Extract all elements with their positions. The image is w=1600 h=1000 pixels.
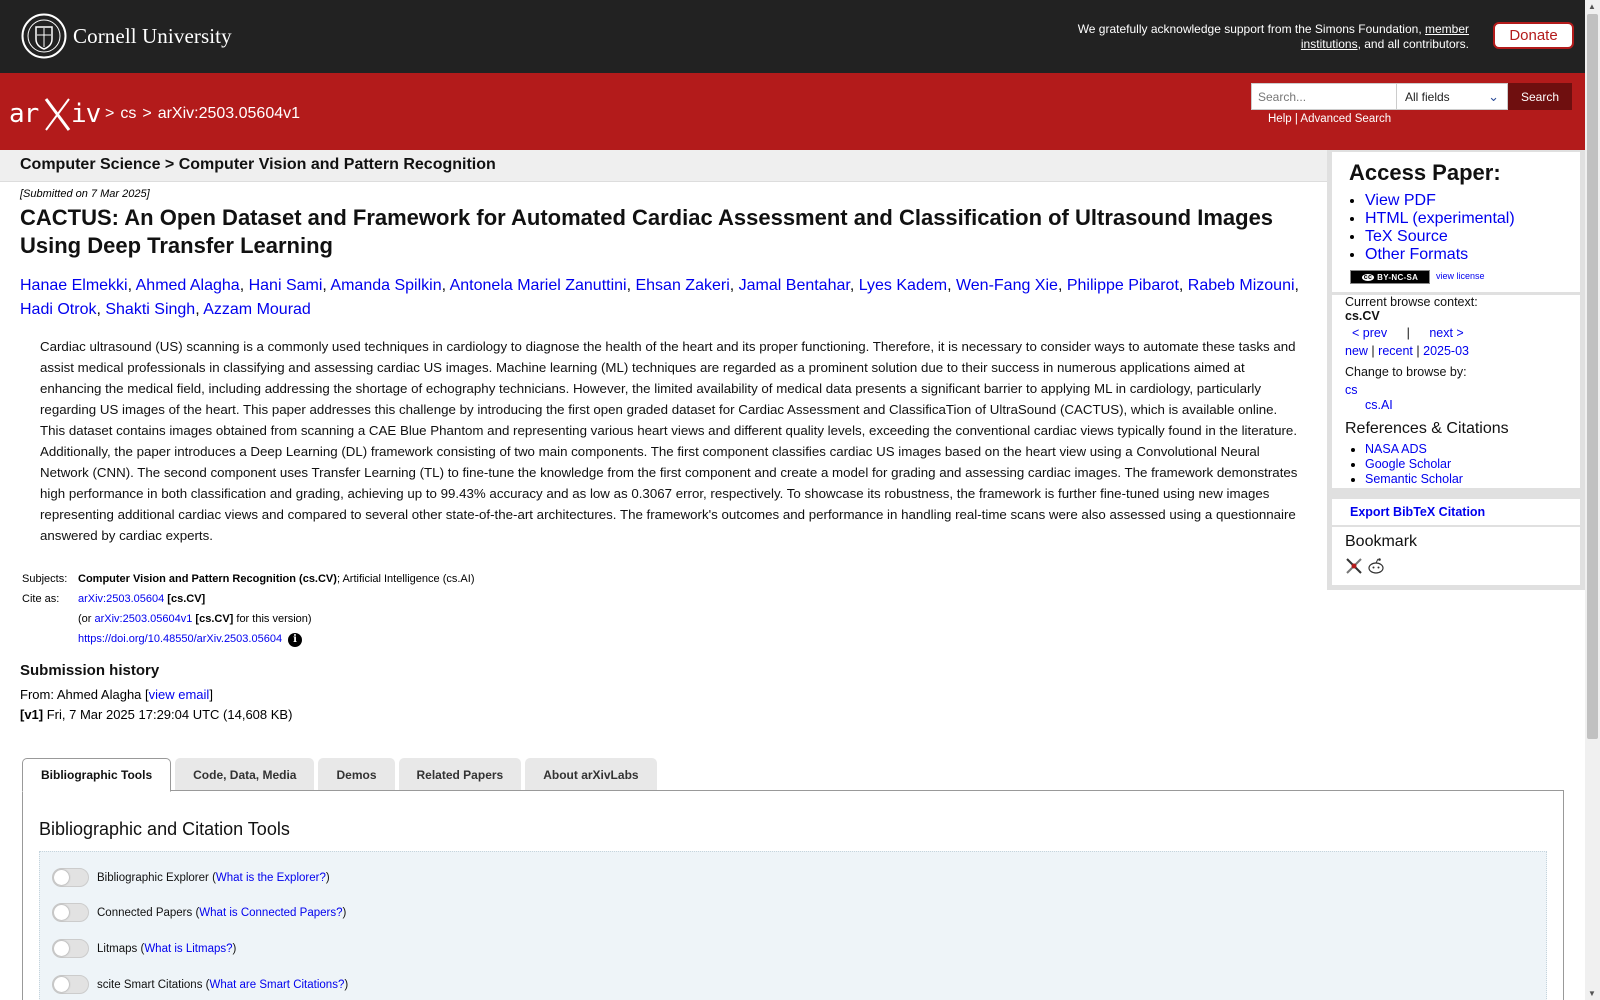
support-prefix: We gratefully acknowledge support from the Simons Foundation, — [1077, 22, 1425, 36]
abstract: Cardiac ultrasound (US) scanning is a commonly used techniques in cardiology to diagnose the health of the heart and its proper functioning. Therefore, it is necessary to consider ways to automate these tasks and assist medical professionals in classifying and assessing cardiac US images. Machine learning (ML) techniques are regarded as a prominent solution due to their success in numerous applications aimed at enhancing the medical field, including addressing the shortage of echography technicians. However, the limited availability of medical data presents a significant barrier to applying ML in cardiology, particularly regarding US images of the heart. This paper addresses this challenge by introducing the first open graded dataset for Cardiac Assessment and ClassificaTion of UltraSound (CACTUS), which is available online. This dataset contains images obtained from scanning a CAE Blue Phantom and representing various heart views and different quality levels, exceeding the conventional cardiac views typically found in the literature. Additionally, the paper introduces a Deep Learning (DL) framework consisting of two main components. The first component classifies cardiac US images based on the heart view using a Convolutional Neural Network (CNN). The second component uses Transfer Learning (TL) to fine-tune the knowledge from the first component and create a model for grading and assessing cardiac images. The framework demonstrates high performance in both classification and grading, achieving up to 99.43% accuracy and as low as 0.3067 error, respectively. To showcase its robustness, the framework is further fine-tuned using new images representing additional cardiac views and compared to several other state-of-the-art architectures. The framework's outcomes and performance in handling real-time scans were also assessed using a questionnaire answered by cardiac experts. — [40, 339, 1298, 543]
tab-about-arxivlabs[interactable]: About arXivLabs — [525, 758, 656, 791]
search-input[interactable] — [1251, 83, 1396, 110]
author-link[interactable]: Lyes Kadem — [858, 277, 948, 294]
panel-title: Bibliographic and Citation Tools — [39, 819, 290, 839]
author-separator: , — [849, 277, 859, 294]
author-link[interactable]: Jamal Bentahar — [738, 277, 850, 294]
references-links — [1365, 442, 1463, 487]
author-separator: , — [626, 277, 636, 294]
toggle-switch[interactable] — [52, 939, 89, 958]
author-separator: , — [441, 277, 450, 294]
cite-label: Cite as: — [22, 593, 60, 605]
tools-box — [39, 851, 1547, 1000]
html-link[interactable]: HTML (experimental) — [1365, 210, 1515, 227]
member-institutions-link[interactable]: member institutions — [1300, 22, 1469, 51]
google-scholar-link[interactable]: Google Scholar — [1365, 457, 1452, 471]
view-email-link[interactable]: view email — [148, 687, 210, 702]
author-separator: , — [1178, 277, 1188, 294]
cite-or: (or — [78, 613, 95, 625]
breadcrumb — [105, 105, 300, 123]
cite-version-suffix: for this version) — [233, 613, 312, 625]
author-separator: , — [195, 301, 204, 318]
bibsonomy-icon[interactable] — [1345, 557, 1363, 575]
submission-from — [20, 687, 213, 702]
context-value: cs.CV — [1345, 309, 1380, 323]
tool-name: Litmaps — [97, 942, 138, 955]
references-title: References & Citations — [1345, 420, 1509, 437]
prev-next-nav — [1352, 326, 1464, 340]
browse-cs-link[interactable] — [1345, 383, 1358, 397]
toggle-switch[interactable] — [52, 868, 89, 887]
right-sidebar — [1327, 150, 1585, 590]
search-form — [1251, 83, 1572, 110]
prev-link[interactable]: < prev — [1352, 326, 1388, 340]
context-label: Current browse context: — [1345, 295, 1478, 309]
tool-name: Bibliographic Explorer — [97, 871, 209, 884]
advanced-search-link[interactable]: Advanced Search — [1300, 113, 1392, 125]
nasa-ads-link[interactable]: NASA ADS — [1365, 442, 1427, 456]
author-separator: , — [947, 277, 956, 294]
new-link[interactable]: new — [1345, 344, 1368, 358]
scroll-down-icon[interactable]: ▼ — [1588, 989, 1596, 998]
breadcrumb-sep: > — [105, 105, 115, 122]
svg-text:iv: iv — [71, 99, 101, 129]
toggle-switch[interactable] — [52, 975, 89, 994]
author-separator: , — [96, 301, 106, 318]
chevron-down-icon: ⌄ — [1488, 89, 1499, 104]
cc-license-type: BY-NC-SA — [1377, 272, 1419, 282]
cite-version-link[interactable]: arXiv:2503.05604v1 — [94, 613, 193, 625]
toggle-switch[interactable] — [52, 903, 89, 922]
tab-code-data-media[interactable]: Code, Data, Media — [175, 758, 314, 791]
labs-tabs — [22, 758, 657, 792]
tool-row-litmaps: Litmaps ( What is Litmaps? ) — [52, 939, 236, 958]
browse-cs-text[interactable]: cs — [1345, 383, 1358, 397]
submission-history-title: Submission history — [20, 662, 160, 679]
author-link[interactable]: Rabeb Mizouni — [1187, 277, 1295, 294]
doi-link[interactable]: https://doi.org/10.48550/arXiv.2503.05604 — [78, 633, 283, 645]
page-scrollbar[interactable] — [1585, 0, 1600, 1000]
author-separator: , — [729, 277, 739, 294]
author-link[interactable]: Amanda Spilkin — [330, 277, 442, 294]
tool-name: scite Smart Citations — [97, 978, 203, 991]
view-pdf-link[interactable]: View PDF — [1365, 192, 1436, 209]
nav-separator: | — [1416, 344, 1420, 358]
tab-related-papers[interactable]: Related Papers — [399, 758, 522, 791]
author-separator: , — [239, 277, 249, 294]
tab-bibliographic-tools[interactable]: Bibliographic Tools — [22, 758, 171, 792]
tab-panel — [22, 790, 1564, 1000]
info-icon[interactable]: i — [288, 633, 302, 647]
cite-version-category: [cs.CV] — [192, 613, 234, 625]
university-name: Cornell University — [73, 23, 232, 48]
next-link[interactable]: next > — [1429, 326, 1464, 340]
other-formats-link[interactable]: Other Formats — [1365, 246, 1469, 263]
author-separator: , — [127, 277, 136, 294]
tool-info-link[interactable]: What is Litmaps? — [144, 942, 233, 955]
author-link[interactable]: Antonela Mariel Zanuttini — [449, 277, 627, 294]
author-link[interactable]: Hadi Otrok — [20, 301, 97, 318]
author-link[interactable]: Wen-Fang Xie — [955, 277, 1058, 294]
cornell-seal-icon — [21, 13, 67, 59]
arxiv-header — [0, 73, 1585, 150]
submission-version — [20, 707, 292, 722]
author-link[interactable]: Philippe Pibarot — [1066, 277, 1179, 294]
bibtex-box — [1332, 499, 1580, 525]
arxiv-logo[interactable] — [9, 93, 101, 133]
author-link[interactable]: Ahmed Alagha — [135, 277, 240, 294]
author-link[interactable]: Shakti Singh — [105, 301, 196, 318]
author-link[interactable]: Hani Sami — [248, 277, 323, 294]
from-prefix: From: Ahmed Alagha [ — [20, 687, 149, 702]
export-bibtex-link[interactable]: Export BibTeX Citation — [1350, 505, 1486, 519]
reddit-icon[interactable] — [1367, 557, 1385, 575]
tool-row-scite: scite Smart Citations ( What are Smart Citations? ) — [52, 975, 348, 994]
top-banner — [0, 0, 1585, 73]
cite-category: [cs.CV] — [164, 593, 206, 605]
author-link[interactable]: Azzam Mourad — [203, 301, 311, 318]
semantic-scholar-link[interactable]: Semantic Scholar — [1365, 472, 1463, 486]
tool-info-link[interactable]: What is the Explorer? — [215, 871, 326, 884]
tool-row-connected-papers: Connected Papers ( What is Connected Papers? ) — [52, 903, 346, 922]
date-nav — [1345, 344, 1469, 358]
bookmark-icons — [1345, 557, 1385, 575]
from-suffix: ] — [209, 687, 213, 702]
cite-arxiv-link[interactable]: arXiv:2503.05604 — [78, 593, 165, 605]
author-separator: , — [1057, 277, 1067, 294]
month-link[interactable]: 2025-03 — [1423, 344, 1469, 358]
primary-subject: Computer Vision and Pattern Recognition (cs.CV) — [78, 573, 337, 585]
author-link[interactable]: Ehsan Zakeri — [635, 277, 730, 294]
support-suffix: , and all contributors. — [1357, 36, 1469, 51]
category-title: Computer Science > Computer Vision and Pattern Recognition — [20, 156, 496, 173]
search-field-select[interactable] — [1396, 83, 1508, 110]
bookmark-title: Bookmark — [1345, 533, 1418, 550]
tex-source-link[interactable]: TeX Source — [1365, 228, 1448, 245]
category-header — [0, 150, 1327, 182]
other-subjects: ; Artificial Intelligence (cs.AI) — [336, 573, 475, 585]
author-link[interactable]: Hanae Elmekki — [20, 277, 128, 294]
change-browse-label: Change to browse by: — [1345, 365, 1467, 379]
version-label[interactable]: [v1] — [20, 707, 44, 722]
recent-link[interactable]: recent — [1378, 344, 1413, 358]
link-separator: | — [1294, 113, 1298, 125]
scrollbar-thumb[interactable] — [1587, 14, 1598, 739]
metadata-table — [22, 572, 475, 653]
access-paper-box — [1332, 152, 1580, 292]
author-list — [20, 274, 1330, 322]
search-help-links — [1268, 113, 1391, 125]
help-link[interactable]: Help — [1268, 113, 1292, 125]
donate-button[interactable]: Donate — [1493, 22, 1574, 49]
paper-title: CACTUS: An Open Dataset and Framework for Automated Cardiac Assessment and Classification of Ultrasound Images Using Deep Transfer Learning — [20, 205, 1274, 258]
cornell-logo[interactable] — [21, 13, 232, 59]
references-box — [1332, 418, 1580, 488]
support-acknowledgement — [1049, 22, 1469, 51]
author-separator: , — [322, 277, 331, 294]
bookmark-box — [1332, 527, 1580, 585]
browse-csai-text[interactable]: cs.AI — [1365, 398, 1393, 412]
author-separator: , — [1294, 277, 1299, 294]
access-links — [1365, 192, 1515, 264]
browse-csai-link[interactable] — [1365, 398, 1393, 412]
subjects-label: Subjects: — [22, 573, 68, 585]
tool-name: Connected Papers — [97, 906, 193, 919]
nav-separator: | — [1406, 326, 1410, 340]
tool-info-link[interactable]: What is Connected Papers? — [199, 906, 343, 919]
submitted-date: [Submitted on 7 Mar 2025] — [20, 188, 150, 200]
version-details: Fri, 7 Mar 2025 17:29:04 UTC (14,608 KB) — [43, 707, 293, 722]
breadcrumb-cs[interactable]: cs — [120, 105, 137, 122]
view-license-link[interactable]: view license — [1436, 271, 1485, 281]
nav-separator: | — [1371, 344, 1375, 358]
scroll-up-icon[interactable]: ▲ — [1588, 2, 1596, 11]
breadcrumb-sep: > — [142, 105, 152, 122]
search-button[interactable]: Search — [1508, 83, 1572, 110]
tab-demos[interactable]: Demos — [318, 758, 394, 791]
access-paper-title: Access Paper: — [1349, 160, 1501, 185]
breadcrumb-paper-id: arXiv:2503.05604v1 — [157, 105, 301, 122]
cc-license-badge-icon[interactable]: cc BY-NC-SA — [1350, 270, 1430, 284]
svg-text:ar: ar — [9, 99, 39, 129]
search-field-value: All fields — [1405, 90, 1450, 104]
tool-info-link[interactable]: What are Smart Citations? — [209, 978, 345, 991]
tool-row-explorer: Bibliographic Explorer ( What is the Explorer? ) — [52, 868, 330, 887]
